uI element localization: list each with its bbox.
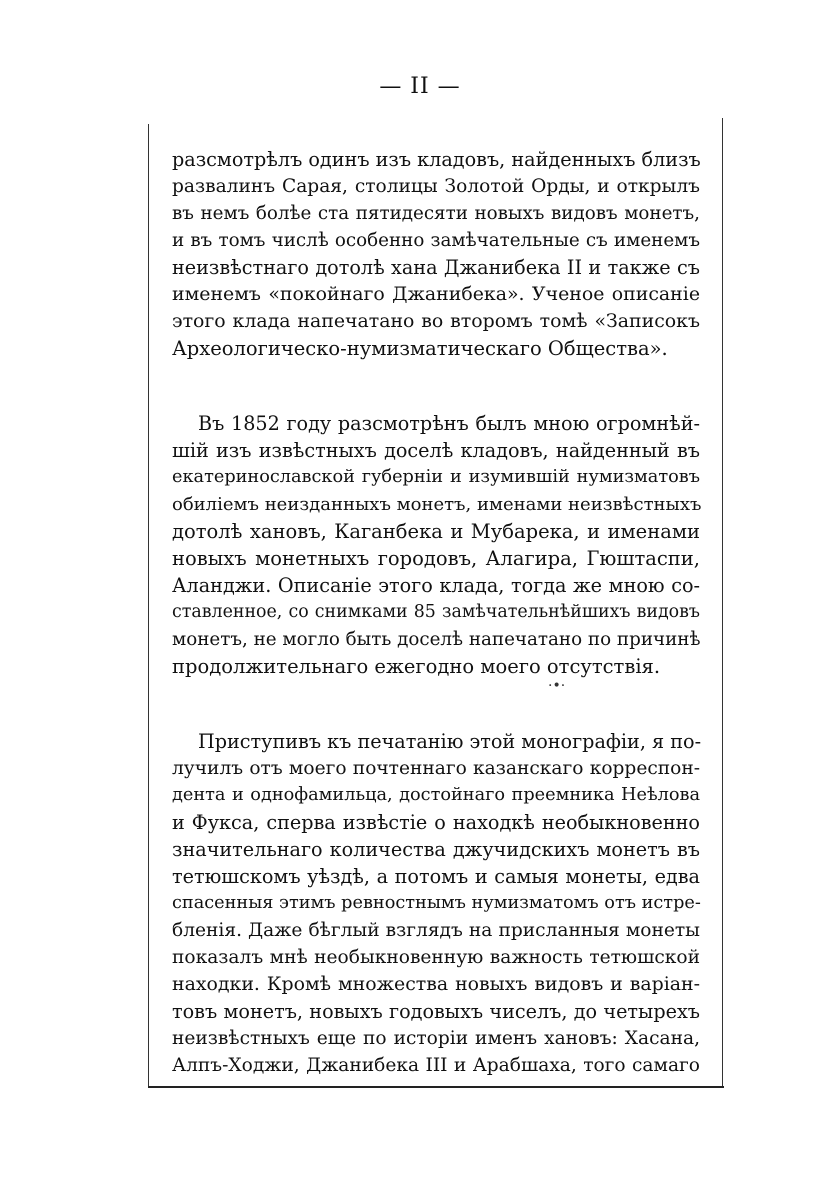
text-line: Алпъ-Ходжи, Джанибека III и Арабшаха, того самаго xyxy=(172,1055,700,1076)
text-line: въ немъ болѣе ста пятидесяти новыхъ видовъ монетъ, xyxy=(172,203,700,224)
page-frame-bottom-rule xyxy=(148,1086,724,1088)
text-line: и Фукса, сперва извѣстіе о находкѣ необыкновенно xyxy=(172,811,700,834)
text-line: дента и однофамильца, достойнаго преемника Неѣлова xyxy=(172,785,700,805)
text-line: показалъ мнѣ необыкновенную важность тетюшской xyxy=(172,947,700,968)
paragraph-gap xyxy=(172,362,700,410)
paragraph-1 xyxy=(172,146,700,362)
text-line: новыхъ монетныхъ городовъ, Алагира, Гюштаспи, xyxy=(172,547,700,570)
text-line: именемъ «покойнаго Джанибека». Ученое описаніе xyxy=(172,283,700,305)
text-line: неизвѣстныхъ еще по исторіи именъ хановъ: Хасана, xyxy=(172,1028,700,1049)
text-line: Приступивъ къ печатанію этой монографіи, я по- xyxy=(198,730,702,753)
text-line: разсмотрѣлъ одинъ изъ кладовъ, найденныхъ близъ xyxy=(172,148,701,171)
text-line: развалинъ Сарая, столицы Золотой Орды, и открылъ xyxy=(172,176,700,197)
page-frame-left-rule xyxy=(148,124,149,1086)
text-line: этого клада напечатано во второмъ томѣ «Записокъ xyxy=(172,310,700,332)
text-line: продолжительнаго ежегодно моего отсутствія. xyxy=(172,655,661,678)
page-number: — II — xyxy=(379,74,461,99)
text-line: Въ 1852 году разсмотрѣнъ былъ мною огромнѣй- xyxy=(198,412,700,435)
text-line: монетъ, не могло быть доселѣ напечатано по причинѣ xyxy=(172,629,701,650)
text-line: спасенныя этимъ ревностнымъ нумизматомъ отъ истре- xyxy=(172,893,701,913)
text-line: значительнаго количества джучидскихъ монетъ въ xyxy=(172,838,700,861)
paragraph-2 xyxy=(172,410,700,680)
paragraph-3 xyxy=(172,728,700,1079)
text-line: шій изъ извѣстныхъ доселѣ кладовъ, найденный въ xyxy=(172,439,700,462)
text-line: тетюшскомъ уѣздѣ, а потомъ и самыя монеты, едва xyxy=(172,865,700,888)
text-line: бленія. Даже бѣглый взглядъ на присланныя монеты xyxy=(172,920,700,941)
text-line: екатеринославской губерніи и изумившій нумизматовъ xyxy=(172,467,700,487)
text-line: Аланджи. Описаніе этого клада, тогда же мною со- xyxy=(172,574,700,597)
text-line: товъ монетъ, новыхъ годовыхъ чиселъ, до четырехъ xyxy=(172,1000,700,1023)
text-line: Археологическо-нумизматическаго Общества». xyxy=(172,337,668,360)
text-line: находки. Кромѣ множества новыхъ видовъ и варіан- xyxy=(172,973,700,995)
text-line: лучилъ отъ моего почтеннаго казанскаго корреспон- xyxy=(172,758,700,779)
ornament-mark: ·•· xyxy=(548,678,566,694)
page-frame-right-rule xyxy=(722,118,723,1086)
text-line: неизвѣстнаго дотолѣ хана Джанибека II и также съ xyxy=(172,256,700,279)
body-text xyxy=(172,146,700,1079)
text-line: обиліемъ неизданныхъ монетъ, именами неизвѣстныхъ xyxy=(172,494,702,515)
text-line: дотолѣ хановъ, Каганбека и Мубарека, и именами xyxy=(172,520,700,543)
paragraph-gap xyxy=(172,680,700,728)
text-line: и въ томъ числѣ особенно замѣчательные съ именемъ xyxy=(172,230,700,251)
text-line: ставленное, со снимками 85 замѣчательнѣйшихъ видовъ xyxy=(172,602,700,622)
